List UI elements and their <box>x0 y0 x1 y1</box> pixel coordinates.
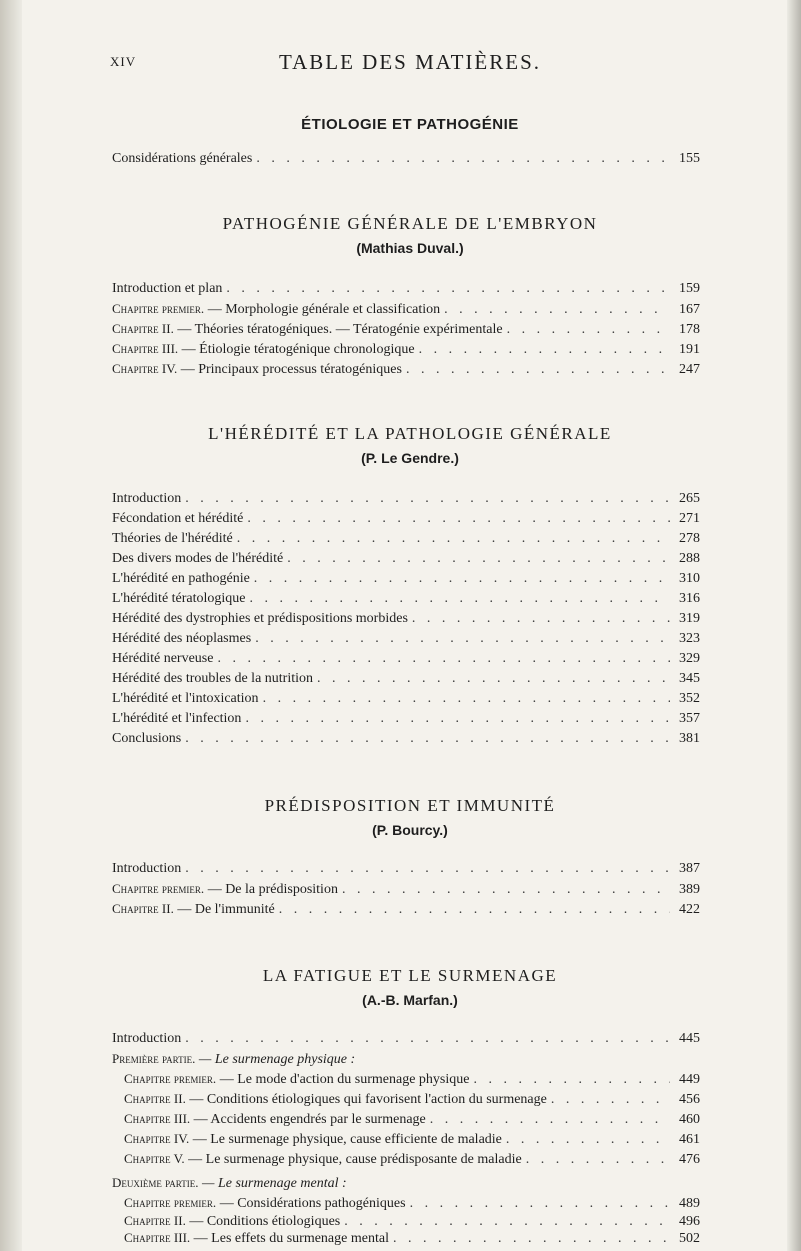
chapter-label: Chapitre V. <box>124 1151 185 1166</box>
toc-entry[interactable] <box>112 510 700 528</box>
toc-entry-label: — Principaux processus tératogéniques <box>180 362 402 377</box>
dot-leader <box>226 280 670 298</box>
section-author: (A.-B. Marfan.) <box>362 992 458 1008</box>
running-header <box>110 50 710 80</box>
toc-entry-page: 461 <box>679 1132 700 1147</box>
dot-leader <box>406 361 670 379</box>
dot-leader <box>185 860 670 878</box>
dot-leader <box>237 530 670 548</box>
toc-entry-page: 445 <box>679 1031 700 1046</box>
toc-entry-label: L'hérédité et l'infection <box>112 711 242 726</box>
toc-entry-page: 159 <box>679 281 700 296</box>
toc-entry-label: L'hérédité en pathogénie <box>112 571 250 586</box>
toc-entry[interactable] <box>112 630 700 648</box>
toc-entry[interactable] <box>112 280 700 298</box>
part-heading <box>112 1174 700 1192</box>
page-gutter-shadow <box>0 0 22 1251</box>
toc-entry-page: 316 <box>679 591 700 606</box>
toc-entry[interactable] <box>112 320 700 338</box>
toc-entry-page: 288 <box>679 551 700 566</box>
toc-entry-label: — Considérations pathogéniques <box>219 1196 406 1211</box>
toc-entry[interactable] <box>112 880 700 898</box>
dot-leader <box>185 1030 670 1048</box>
toc-entry-label: Introduction <box>112 861 182 876</box>
toc-entry[interactable] <box>112 860 700 878</box>
toc-entry-label: Hérédité nerveuse <box>112 651 214 666</box>
toc-entry-label: — Accidents engendrés par le surmenage <box>193 1112 426 1127</box>
toc-entry-page: 357 <box>679 711 700 726</box>
toc-entry-label: Considérations générales <box>112 151 253 166</box>
toc-entry-label: — Théories tératogéniques. — Tératogénie expérimentale <box>177 322 503 337</box>
toc-entry-label: — Le surmenage physique, cause prédisposante de maladie <box>188 1152 522 1167</box>
page-edge-shadow <box>787 0 801 1251</box>
dot-leader <box>185 730 670 748</box>
chapter-label: Chapitre II. <box>124 1091 186 1106</box>
dot-leader <box>247 510 670 528</box>
part-heading <box>112 1050 700 1068</box>
chapter-label: Chapitre premier. <box>112 301 205 316</box>
section-title-etiologie: ÉTIOLOGIE ET PATHOGÉNIE <box>301 116 519 133</box>
toc-entry[interactable] <box>112 590 700 608</box>
toc-entry-page: 496 <box>679 1214 700 1229</box>
chapter-label: Chapitre III. <box>112 341 179 356</box>
toc-entry-label: Introduction <box>112 491 182 506</box>
part-title: — Le surmenage mental : <box>202 1176 347 1191</box>
chapter-label: Chapitre IV. <box>112 361 178 376</box>
dot-leader <box>317 670 670 688</box>
chapter-label: Chapitre IV. <box>124 1131 190 1146</box>
chapter-label: Chapitre III. <box>124 1230 191 1245</box>
toc-entry-page: 502 <box>679 1231 700 1246</box>
toc-entry[interactable] <box>112 340 700 358</box>
toc-entry-page: 178 <box>679 322 700 337</box>
toc-entry[interactable] <box>124 1194 700 1212</box>
toc-entry-page: 456 <box>679 1092 700 1107</box>
toc-entry[interactable] <box>124 1150 700 1168</box>
section-title-pathogenie: PATHOGÉNIE GÉNÉRALE DE L'EMBRYON <box>222 214 598 233</box>
toc-entry-page: 310 <box>679 571 700 586</box>
toc-entry[interactable] <box>124 1090 700 1108</box>
chapter-label: Chapitre II. <box>112 321 174 336</box>
toc-entry[interactable] <box>112 1030 700 1048</box>
toc-entry[interactable] <box>112 550 700 568</box>
toc-entry-page: 155 <box>679 151 700 166</box>
toc-entry-page: 167 <box>679 302 700 317</box>
section-author: (P. Le Gendre.) <box>361 450 459 466</box>
dot-leader <box>287 550 670 568</box>
page-number: XIV <box>110 54 137 69</box>
toc-entry[interactable] <box>112 650 700 668</box>
toc-entry-label: — De la prédisposition <box>207 882 338 897</box>
dot-leader <box>410 1195 670 1213</box>
toc-entry-label: — Étiologie tératogénique chronologique <box>181 342 415 357</box>
chapter-label: Chapitre II. <box>112 901 174 916</box>
toc-entry-page: 345 <box>679 671 700 686</box>
toc-entry[interactable] <box>124 1130 700 1148</box>
toc-entry-page: 352 <box>679 691 700 706</box>
toc-entry[interactable] <box>124 1230 700 1246</box>
toc-entry-label: Introduction <box>112 1031 182 1046</box>
chapter-label: Chapitre premier. <box>124 1195 217 1210</box>
toc-entry-label: Introduction et plan <box>112 281 223 296</box>
dot-leader <box>217 650 670 668</box>
running-title: TABLE DES MATIÈRES. <box>278 50 542 74</box>
toc-entry-page: 319 <box>679 611 700 626</box>
toc-entry-label: — Les effets du surmenage mental <box>193 1231 389 1246</box>
toc-entry-page: 329 <box>679 651 700 666</box>
toc-entry[interactable] <box>112 730 700 748</box>
toc-entry[interactable] <box>112 610 700 628</box>
dot-leader <box>250 590 670 608</box>
dot-leader <box>344 1213 670 1231</box>
dot-leader <box>263 690 670 708</box>
dot-leader <box>473 1071 670 1089</box>
toc-entry-label: Des divers modes de l'hérédité <box>112 551 284 566</box>
toc-entry-page: 476 <box>679 1152 700 1167</box>
toc-entry-label: L'hérédité tératologique <box>112 591 246 606</box>
dot-leader <box>279 901 670 919</box>
toc-entry-label: — Conditions étiologiques <box>189 1214 341 1229</box>
toc-entry[interactable] <box>112 150 700 168</box>
toc-entry-page: 278 <box>679 531 700 546</box>
dot-leader <box>412 610 670 628</box>
toc-entry-page: 271 <box>679 511 700 526</box>
dot-leader <box>551 1091 670 1109</box>
section-title-fatigue: LA FATIGUE ET LE SURMENAGE <box>262 966 558 985</box>
toc-entry-label: Hérédité des dystrophies et prédispositions morbides <box>112 611 408 626</box>
chapter-label: Chapitre premier. <box>112 881 205 896</box>
dot-leader <box>526 1151 670 1169</box>
toc-entry[interactable] <box>112 360 700 378</box>
toc-entry[interactable] <box>112 670 700 688</box>
toc-entry[interactable] <box>124 1070 700 1088</box>
dot-leader <box>255 630 670 648</box>
toc-entry[interactable] <box>112 570 700 588</box>
toc-entry[interactable] <box>124 1110 700 1128</box>
toc-entry-page: 381 <box>679 731 700 746</box>
toc-entry-page: 323 <box>679 631 700 646</box>
toc-entry-label: Hérédité des troubles de la nutrition <box>112 671 313 686</box>
toc-entry-label: — Le surmenage physique, cause efficiente de maladie <box>192 1132 502 1147</box>
toc-entry-page: 449 <box>679 1072 700 1087</box>
toc-entry-label: — Le mode d'action du surmenage physique <box>219 1072 470 1087</box>
toc-entry-label: — De l'immunité <box>177 902 275 917</box>
dot-leader <box>342 881 670 899</box>
toc-entry-label: L'hérédité et l'intoxication <box>112 691 259 706</box>
section-author: (P. Bourcy.) <box>372 822 448 838</box>
part-title: — Le surmenage physique : <box>198 1052 356 1067</box>
dot-leader <box>185 490 670 508</box>
dot-leader <box>256 150 670 168</box>
section-title-predisposition: PRÉDISPOSITION ET IMMUNITÉ <box>264 796 556 815</box>
toc-entry[interactable] <box>112 710 700 728</box>
section-title-heredite: L'HÉRÉDITÉ ET LA PATHOLOGIE GÉNÉRALE <box>208 424 612 443</box>
part-label: Première partie. <box>112 1051 196 1066</box>
dot-leader <box>444 301 670 319</box>
toc-entry[interactable] <box>112 300 700 318</box>
toc-entry-page: 387 <box>679 861 700 876</box>
chapter-label: Chapitre premier. <box>124 1071 217 1086</box>
part-label: Deuxième partie. <box>112 1175 199 1190</box>
toc-entry-label: Fécondation et hérédité <box>112 511 244 526</box>
toc-entry[interactable] <box>112 530 700 548</box>
toc-entry-page: 389 <box>679 882 700 897</box>
chapter-label: Chapitre III. <box>124 1111 191 1126</box>
dot-leader <box>430 1111 670 1129</box>
toc-entry-label: — Morphologie générale et classification <box>207 302 441 317</box>
toc-entry-page: 247 <box>679 362 700 377</box>
dot-leader <box>254 570 670 588</box>
toc-entry-label: Conclusions <box>112 731 182 746</box>
toc-entry[interactable] <box>112 900 700 918</box>
chapter-label: Chapitre II. <box>124 1213 186 1228</box>
toc-entry-page: 191 <box>679 342 700 357</box>
toc-entry-label: Théories de l'hérédité <box>112 531 233 546</box>
toc-entry-page: 265 <box>679 491 700 506</box>
toc-entry[interactable] <box>112 690 700 708</box>
toc-entry-page: 460 <box>679 1112 700 1127</box>
dot-leader <box>506 1131 670 1149</box>
toc-entry-page: 422 <box>679 902 700 917</box>
toc-entry[interactable] <box>112 490 700 508</box>
toc-entry-label: Hérédité des néoplasmes <box>112 631 252 646</box>
dot-leader <box>245 710 670 728</box>
toc-entry-page: 489 <box>679 1196 700 1211</box>
section-author: (Mathias Duval.) <box>356 240 464 256</box>
dot-leader <box>419 341 670 359</box>
toc-entry[interactable] <box>124 1212 700 1230</box>
dot-leader <box>507 321 670 339</box>
dot-leader <box>393 1231 670 1247</box>
toc-entry-label: — Conditions étiologiques qui favorisent l'action du surmenage <box>189 1092 547 1107</box>
